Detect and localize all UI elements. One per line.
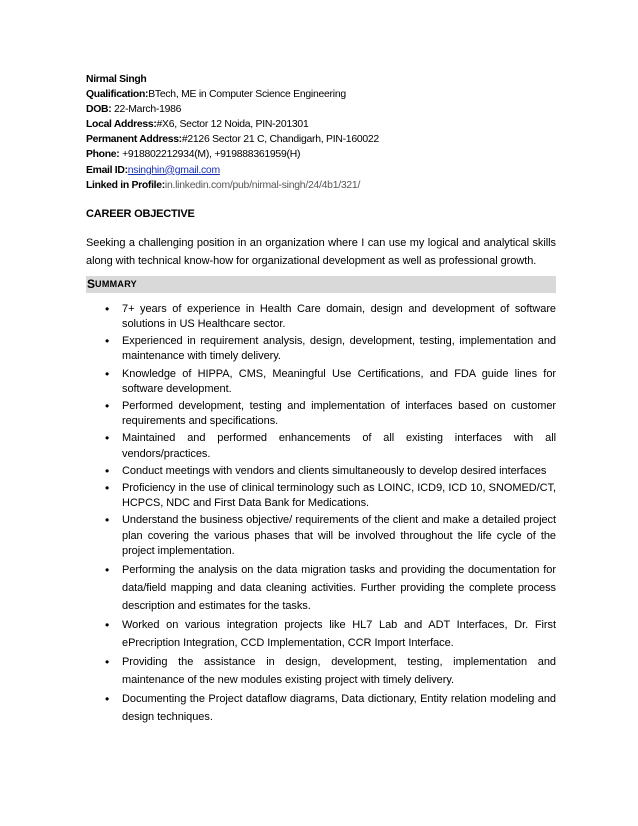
- phone-value: +918802212934(M), +919888361959(H): [122, 149, 301, 161]
- qualification-line: [86, 87, 556, 102]
- list-item: • Documenting the Project dataflow diagrams, Data dictionary, Entity relation modeling and design techniques.: [105, 692, 556, 723]
- bullet-icon: •: [105, 618, 110, 632]
- bullet-icon: •: [105, 301, 110, 316]
- career-objective-text: Seeking a challenging position in an organization where I can use my logical and analytical skills along with technical know-how for organizational development as well as professional growth.: [86, 236, 556, 267]
- summary-heading-initial: S: [87, 277, 96, 292]
- list-item: • Conduct meetings with vendors and clients simultaneously to develop desired interfaces: [105, 463, 547, 478]
- bullet-icon: •: [105, 692, 110, 706]
- list-item: • Providing the assistance in design, development, testing, implementation and maintenance of the new modules existing project with timely delivery.: [105, 655, 556, 686]
- bullet-icon: •: [105, 480, 110, 495]
- bullet-icon: •: [105, 334, 110, 349]
- list-item: • Worked on various integration projects like HL7 Lab and ADT Interfaces, Dr. First ePrecription Integration, CCD Implementation, CCR Import Interface.: [105, 618, 556, 649]
- qualification-value: BTech, ME in Computer Science Engineering: [148, 89, 346, 101]
- list-item: • Knowledge of HIPPA, CMS, Meaningful Use Certifications, and FDA guide lines for software development.: [105, 366, 556, 395]
- contact-block: [86, 72, 556, 193]
- bullet-icon: •: [105, 431, 110, 446]
- list-item: • Proficiency in the use of clinical terminology such as LOINC, ICD9, ICD 10, SNOMED/CT, HCPCS, NDC and First Data Bank for Medications.: [105, 480, 556, 510]
- list-item: • 7+ years of experience in Health Care domain, design and development of software solutions in US Healthcare sector.: [105, 301, 556, 330]
- permanent-address-label: Permanent Address:: [86, 134, 182, 146]
- linkedin-line: [86, 178, 556, 193]
- list-item: • Understand the business objective/ requirements of the client and make a detailed project plan covering the various phases that will be involved throughout the life cycle of the project implementation.: [105, 513, 556, 557]
- dob-value: 22-March-1986: [114, 104, 182, 116]
- email-line: [86, 163, 556, 178]
- resume-page: [86, 72, 556, 727]
- summary-list: [86, 302, 556, 726]
- dob-label: DOB:: [86, 104, 112, 116]
- list-item: • Maintained and performed enhancements of all existing interfaces with all vendors/practices.: [105, 431, 556, 460]
- list-item: • Performing the analysis on the data migration tasks and providing the documentation for data/field mapping and data cleaning activities. Further providing the complete process description and estimates for the tasks.: [105, 563, 556, 612]
- linkedin-label: Linked in Profile:: [86, 179, 165, 191]
- local-address-value: #X6, Sector 12 Noida, PIN-201301: [156, 119, 309, 131]
- bullet-icon: •: [105, 655, 110, 669]
- permanent-address-line: [86, 132, 556, 147]
- career-objective-heading: CAREER OBJECTIVE: [86, 207, 195, 220]
- bullet-icon: •: [105, 463, 110, 478]
- bullet-icon: •: [105, 366, 110, 381]
- summary-heading: [86, 276, 556, 293]
- local-address-label: Local Address:: [86, 119, 157, 131]
- list-item: • Experienced in requirement analysis, design, development, testing, implementation and maintenance with timely delivery.: [105, 334, 556, 363]
- phone-line: [86, 147, 556, 162]
- summary-heading-rest: UMMARY: [95, 279, 137, 290]
- qualification-label: Qualification:: [86, 89, 149, 101]
- email-link[interactable]: nsinghin@gmail.com: [127, 164, 220, 176]
- phone-label: Phone:: [86, 149, 120, 161]
- list-item: • Performed development, testing and implementation of interfaces based on customer requirements and specifications.: [105, 398, 556, 428]
- dob-line: [86, 102, 556, 117]
- local-address-line: [86, 117, 556, 132]
- candidate-name: Nirmal Singh: [86, 74, 147, 85]
- bullet-icon: •: [105, 563, 110, 577]
- email-label: Email ID:: [86, 164, 128, 176]
- linkedin-url: in.linkedin.com/pub/nirmal-singh/24/4b1/321/: [164, 179, 361, 191]
- bullet-icon: •: [105, 513, 110, 528]
- permanent-address-value: #2126 Sector 21 C, Chandigarh, PIN-160022: [181, 134, 379, 146]
- bullet-icon: •: [105, 398, 110, 413]
